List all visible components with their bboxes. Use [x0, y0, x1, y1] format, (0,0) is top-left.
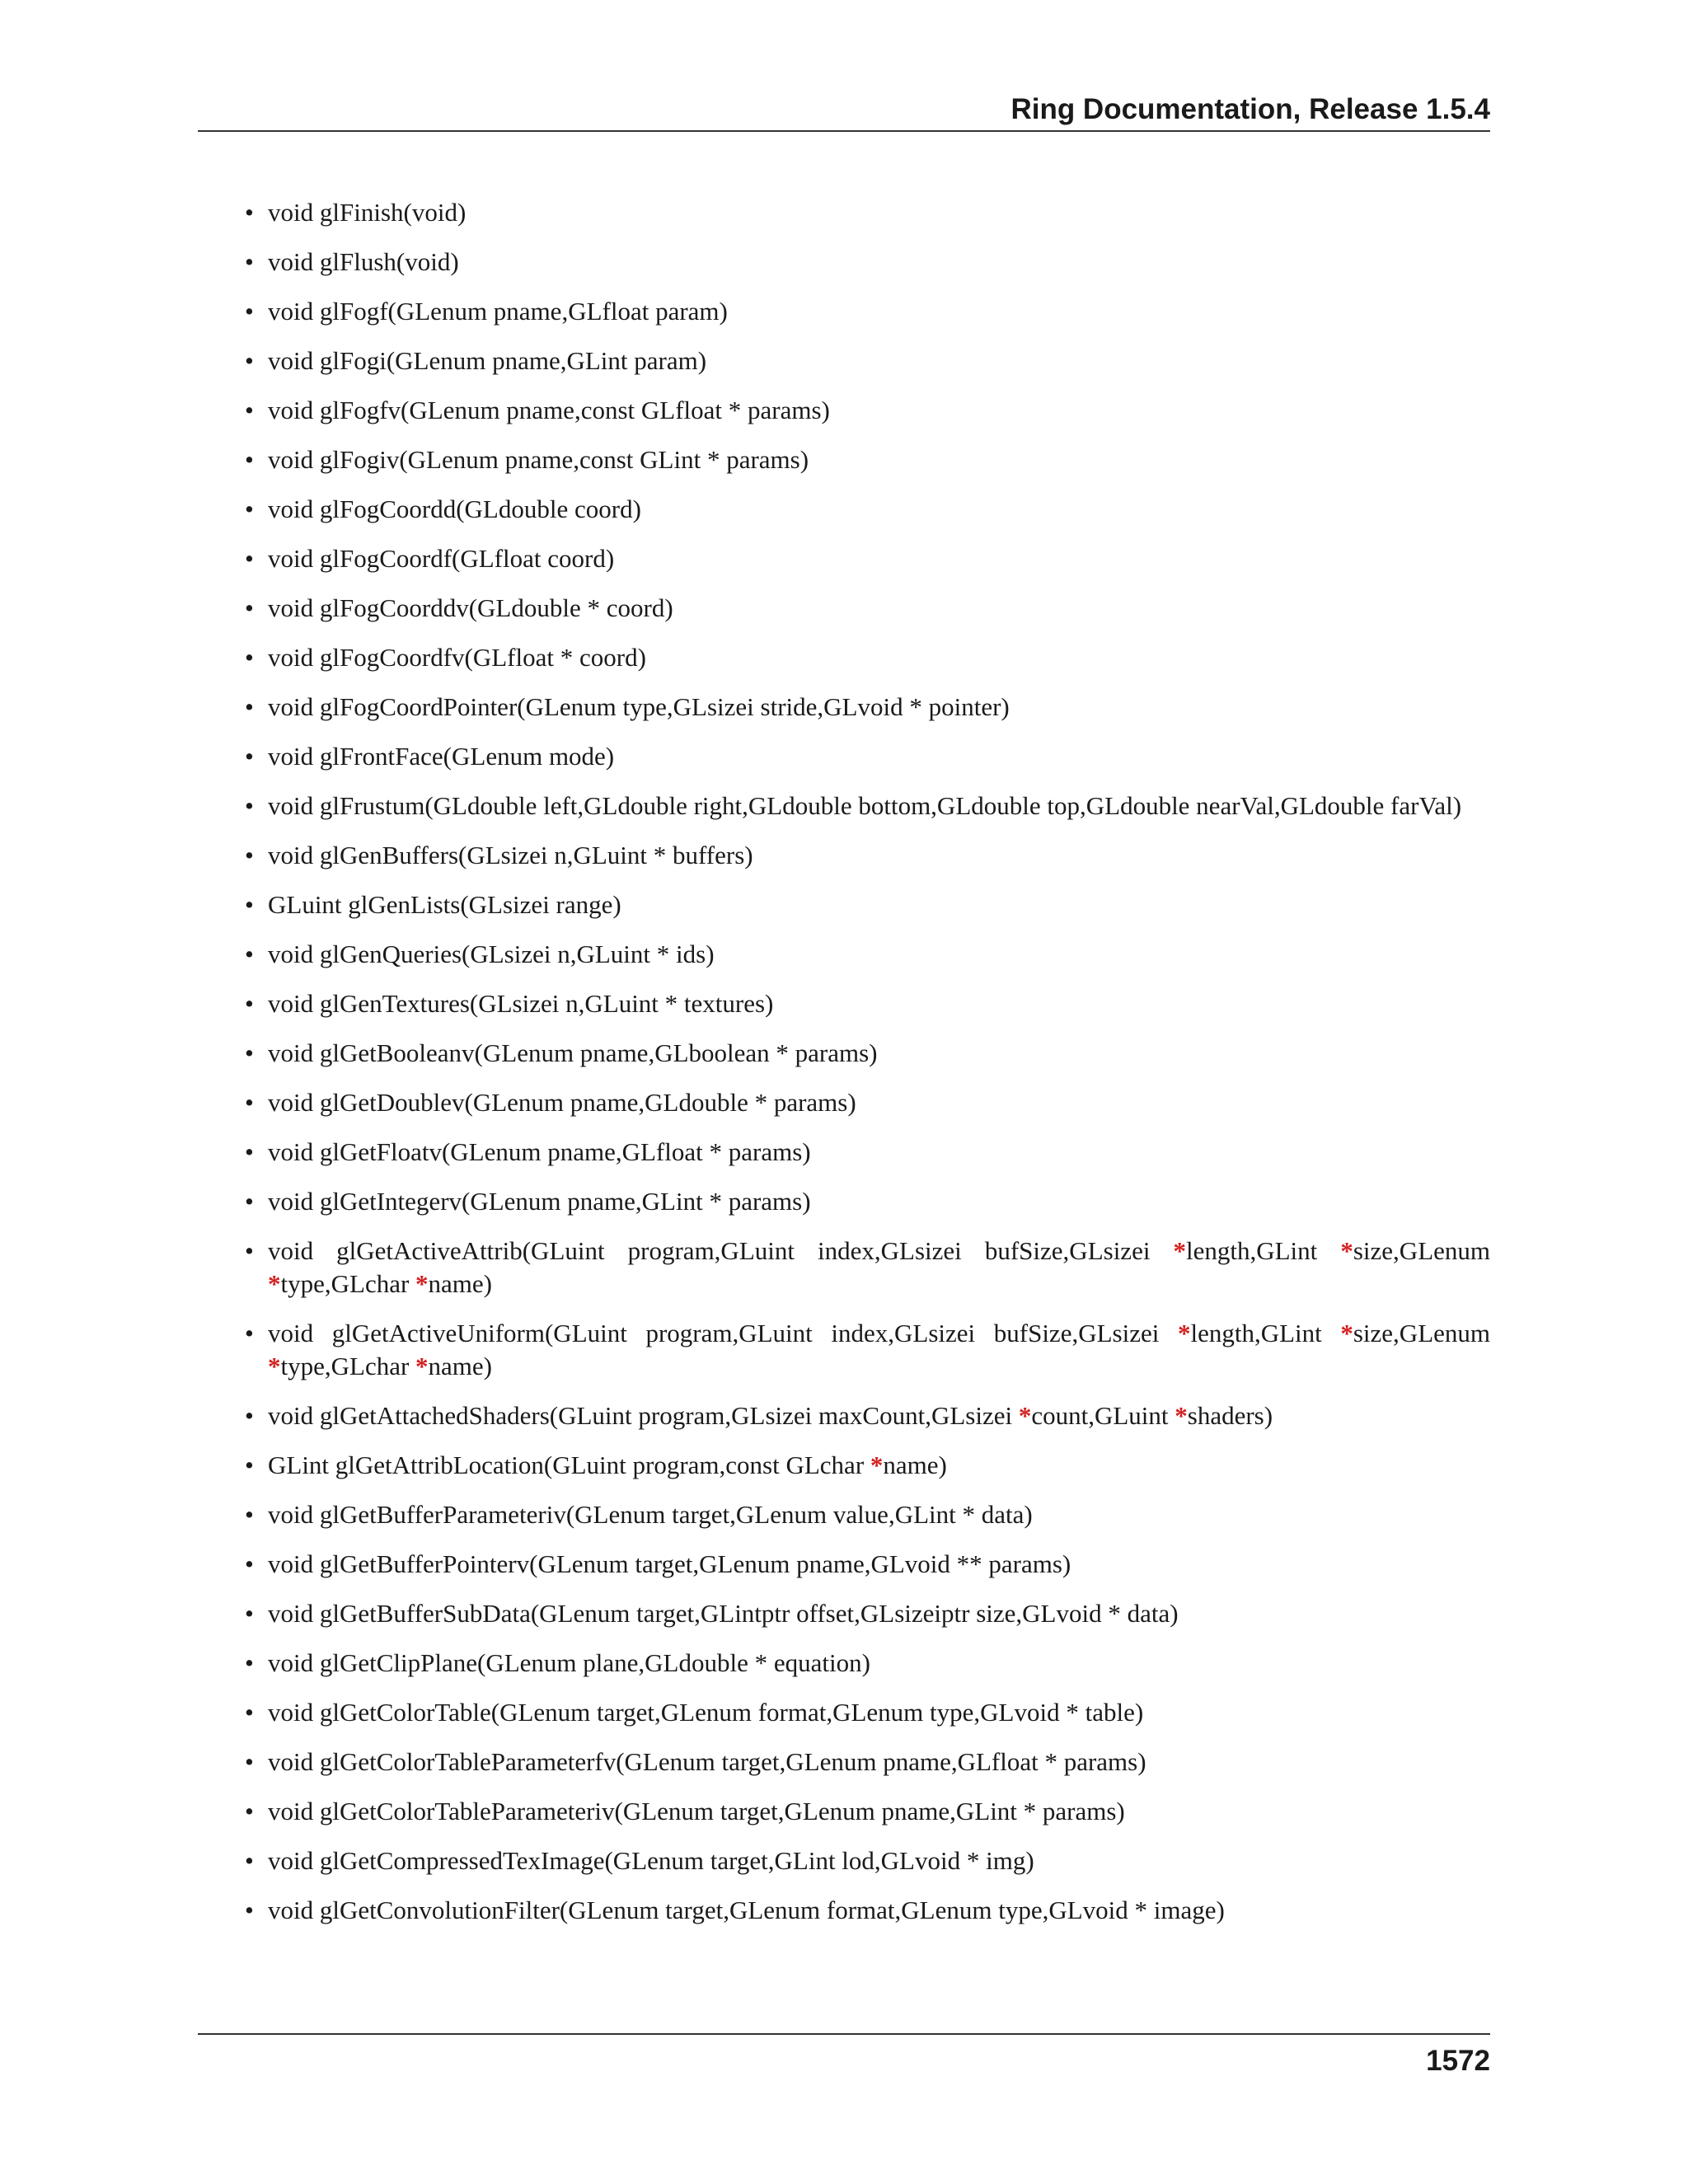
bullet-icon: •	[245, 1187, 254, 1216]
signature-text: void glFrontFace(GLenum mode)	[268, 742, 615, 771]
signature-text: type,GLchar	[280, 1352, 416, 1380]
signature-text: void glGetActiveUniform(GLuint program,GLuint index,GLsizei bufSize,GLsizei	[268, 1319, 1178, 1347]
signature-text: void glFogCoordd(GLdouble coord)	[268, 494, 641, 523]
list-item	[245, 246, 1490, 279]
signature-text: name)	[428, 1352, 493, 1380]
bullet-icon: •	[245, 198, 254, 227]
list-item	[245, 1449, 1490, 1482]
list-item	[245, 1235, 1490, 1301]
list-item	[245, 740, 1490, 773]
pointer-asterisk: *	[1340, 1319, 1353, 1347]
signature-text: void glGetDoublev(GLenum pname,GLdouble * params)	[268, 1088, 856, 1117]
bullet-icon: •	[245, 1137, 254, 1166]
bullet-icon: •	[245, 396, 254, 424]
signature-text: void glGenBuffers(GLsizei n,GLuint * buffers)	[268, 841, 753, 869]
signature-text: void glGetAttachedShaders(GLuint program,GLsizei maxCount,GLsizei	[268, 1401, 1019, 1430]
pointer-asterisk: *	[1018, 1401, 1032, 1430]
signature-text: count,GLuint	[1031, 1401, 1175, 1430]
bullet-icon: •	[245, 1401, 254, 1430]
signature-text: void glFogCoordf(GLfloat coord)	[268, 544, 615, 573]
bullet-icon: •	[245, 1549, 254, 1578]
header-rule	[198, 130, 1490, 132]
list-item	[245, 1317, 1490, 1383]
footer-rule	[198, 2033, 1490, 2035]
list-item	[245, 641, 1490, 674]
signature-text: length,GLint	[1186, 1236, 1341, 1265]
signature-text: name)	[883, 1451, 947, 1479]
bullet-icon: •	[245, 989, 254, 1018]
bullet-icon: •	[245, 1698, 254, 1727]
pointer-asterisk: *	[1340, 1236, 1353, 1265]
list-item	[245, 1399, 1490, 1432]
list-item	[245, 1746, 1490, 1779]
signature-text: void glGenQueries(GLsizei n,GLuint * ids)	[268, 940, 715, 968]
pointer-asterisk: *	[1175, 1401, 1188, 1430]
signature-text: GLint glGetAttribLocation(GLuint program,const GLchar	[268, 1451, 870, 1479]
list-item	[245, 295, 1490, 328]
list-item	[245, 1037, 1490, 1070]
signature-text: void glFogf(GLenum pname,GLfloat param)	[268, 297, 728, 326]
bullet-icon: •	[245, 247, 254, 276]
signature-text: void glFinish(void)	[268, 198, 467, 227]
list-item	[245, 394, 1490, 427]
page-number: 1572	[1426, 2045, 1490, 2077]
list-item	[245, 938, 1490, 971]
pointer-asterisk: *	[1177, 1319, 1191, 1347]
bullet-icon: •	[245, 445, 254, 474]
signature-text: shaders)	[1187, 1401, 1273, 1430]
bullet-icon: •	[245, 643, 254, 672]
bullet-icon: •	[245, 544, 254, 573]
list-item	[245, 691, 1490, 724]
signature-text: void glGetBooleanv(GLenum pname,GLboolean * params)	[268, 1038, 878, 1067]
signature-text: void glFogi(GLenum pname,GLint param)	[268, 346, 707, 375]
pointer-asterisk: *	[870, 1451, 884, 1479]
bullet-icon: •	[245, 1236, 254, 1265]
signature-text: void glGetBufferSubData(GLenum target,GLintptr offset,GLsizeiptr size,GLvoid * data)	[268, 1599, 1179, 1628]
pointer-asterisk: *	[268, 1269, 281, 1298]
bullet-icon: •	[245, 1599, 254, 1628]
signature-text: size,GLenum	[1353, 1319, 1490, 1347]
list-item	[245, 1894, 1490, 1927]
bullet-icon: •	[245, 742, 254, 771]
bullet-icon: •	[245, 346, 254, 375]
bullet-icon: •	[245, 1319, 254, 1347]
list-item	[245, 592, 1490, 625]
signature-text: size,GLenum	[1353, 1236, 1490, 1265]
bullet-icon: •	[245, 1451, 254, 1479]
bullet-icon: •	[245, 841, 254, 869]
list-item	[245, 493, 1490, 526]
pointer-asterisk: *	[1173, 1236, 1186, 1265]
function-list	[245, 196, 1490, 1943]
bullet-icon: •	[245, 692, 254, 721]
signature-text: name)	[428, 1269, 493, 1298]
signature-text: void glFogCoordPointer(GLenum type,GLsizei stride,GLvoid * pointer)	[268, 692, 1010, 721]
list-item	[245, 839, 1490, 872]
signature-text: void glGetIntegerv(GLenum pname,GLint * params)	[268, 1187, 811, 1216]
list-item	[245, 196, 1490, 229]
list-item	[245, 443, 1490, 476]
list-item	[245, 1136, 1490, 1169]
list-item	[245, 1597, 1490, 1630]
pointer-asterisk: *	[268, 1352, 281, 1380]
signature-text: void glGetFloatv(GLenum pname,GLfloat * params)	[268, 1137, 811, 1166]
bullet-icon: •	[245, 1088, 254, 1117]
signature-text: void glGetColorTableParameterfv(GLenum target,GLenum pname,GLfloat * params)	[268, 1747, 1146, 1776]
signature-text: void glFlush(void)	[268, 247, 459, 276]
signature-text: void glGenTextures(GLsizei n,GLuint * textures)	[268, 989, 774, 1018]
list-item	[245, 1185, 1490, 1218]
signature-text: void glGetActiveAttrib(GLuint program,GLuint index,GLsizei bufSize,GLsizei	[268, 1236, 1174, 1265]
bullet-icon: •	[245, 297, 254, 326]
pointer-asterisk: *	[415, 1269, 429, 1298]
signature-text: length,GLint	[1190, 1319, 1341, 1347]
list-item	[245, 888, 1490, 921]
signature-text: void glGetColorTableParameteriv(GLenum target,GLenum pname,GLint * params)	[268, 1797, 1125, 1825]
signature-text: GLuint glGenLists(GLsizei range)	[268, 890, 621, 919]
page-header-title: Ring Documentation, Release 1.5.4	[1010, 93, 1490, 125]
list-item	[245, 1086, 1490, 1119]
signature-text: void glGetBufferPointerv(GLenum target,GLenum pname,GLvoid ** params)	[268, 1549, 1071, 1578]
bullet-icon: •	[245, 940, 254, 968]
list-item	[245, 1647, 1490, 1680]
signature-text: void glGetColorTable(GLenum target,GLenum format,GLenum type,GLvoid * table)	[268, 1698, 1144, 1727]
signature-text: void glGetClipPlane(GLenum plane,GLdouble * equation)	[268, 1648, 870, 1677]
list-item	[245, 1548, 1490, 1581]
list-item	[245, 1498, 1490, 1531]
bullet-icon: •	[245, 1500, 254, 1529]
signature-text: void glGetCompressedTexImage(GLenum target,GLint lod,GLvoid * img)	[268, 1846, 1034, 1875]
pointer-asterisk: *	[415, 1352, 429, 1380]
signature-text: void glFogfv(GLenum pname,const GLfloat * params)	[268, 396, 830, 424]
signature-text: void glFogiv(GLenum pname,const GLint * params)	[268, 445, 809, 474]
bullet-icon: •	[245, 1038, 254, 1067]
list-item	[245, 790, 1490, 823]
bullet-icon: •	[245, 890, 254, 919]
list-item	[245, 987, 1490, 1020]
list-item	[245, 1795, 1490, 1828]
bullet-icon: •	[245, 1747, 254, 1776]
signature-text: void glFrustum(GLdouble left,GLdouble right,GLdouble bottom,GLdouble top,GLdouble nearVal,GLdouble farVal)	[268, 791, 1462, 820]
bullet-icon: •	[245, 494, 254, 523]
bullet-icon: •	[245, 1896, 254, 1924]
bullet-icon: •	[245, 593, 254, 622]
bullet-icon: •	[245, 1797, 254, 1825]
list-item	[245, 1844, 1490, 1877]
bullet-icon: •	[245, 1846, 254, 1875]
bullet-icon: •	[245, 791, 254, 820]
signature-text: type,GLchar	[280, 1269, 416, 1298]
signature-text: void glFogCoordfv(GLfloat * coord)	[268, 643, 646, 672]
bullet-icon: •	[245, 1648, 254, 1677]
list-item	[245, 344, 1490, 377]
signature-text: void glFogCoorddv(GLdouble * coord)	[268, 593, 673, 622]
list-item	[245, 542, 1490, 575]
signature-text: void glGetConvolutionFilter(GLenum target,GLenum format,GLenum type,GLvoid * image)	[268, 1896, 1225, 1924]
signature-text: void glGetBufferParameteriv(GLenum target,GLenum value,GLint * data)	[268, 1500, 1033, 1529]
list-item	[245, 1696, 1490, 1729]
